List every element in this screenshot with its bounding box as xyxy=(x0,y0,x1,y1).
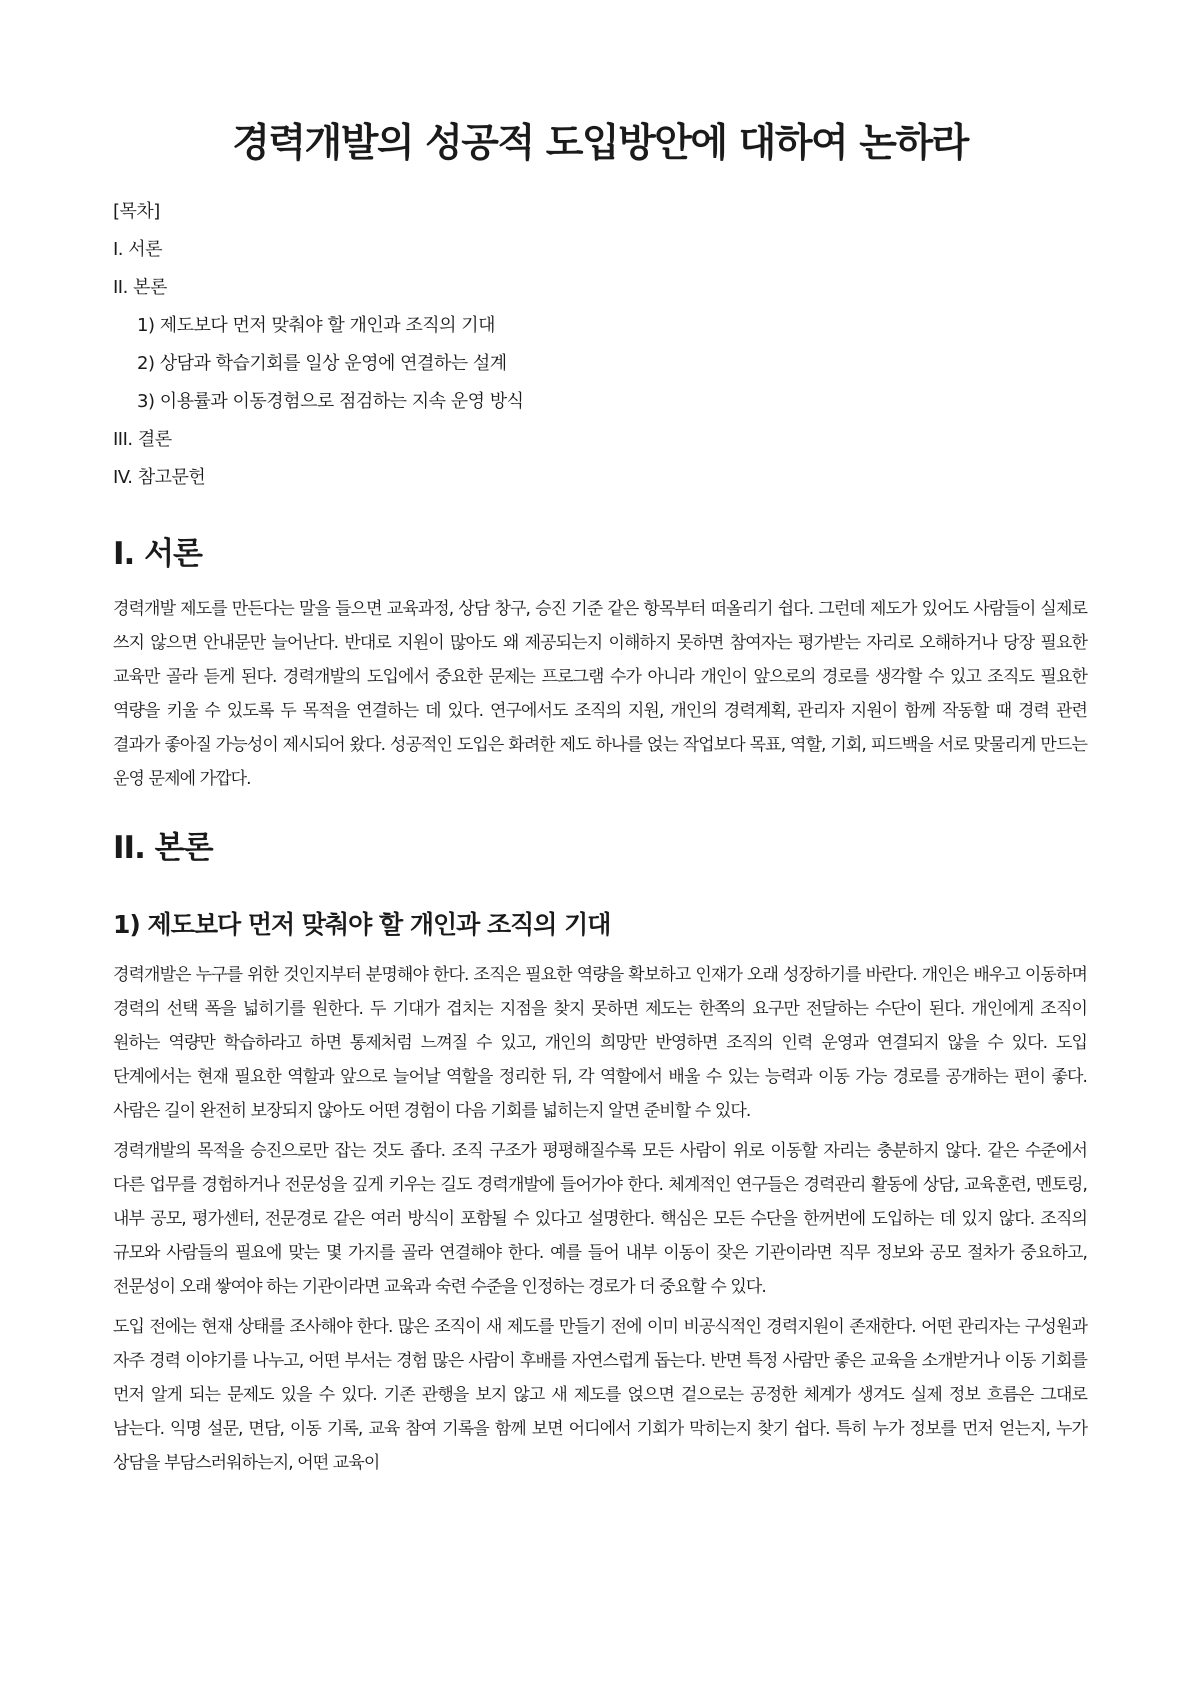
toc-subitem-3: 3) 이용률과 이동경험으로 점검하는 지속 운영 방식 xyxy=(137,391,524,412)
table-of-contents xyxy=(113,200,1087,504)
subsection-1-paragraph-1: 경력개발은 누구를 위한 것인지부터 분명해야 한다. 조직은 필요한 역량을 확보하고 인재가 오래 성장하기를 바란다. 개인은 배우고 이동하며 경력의 선택 폭을 넓히기를 원한다. 두 기대가 겹치는 지점을 찾지 못하면 제도는 한쪽의 요구만 전달하는 수단이 된다. 개인에게 조직이 원하는 역량만 학습하라고 하면 통제처럼 느껴질 수 있고, 개인의 희망만 반영하면 조직의 인력 운영과 연결되지 않을 수 있다. 도입 단계에서는 현재 필요한 역할과 앞으로 늘어날 역할을 정리한 뒤, 각 역할에서 배울 수 있는 능력과 이동 가능 경로를 공개하는 편이 좋다. 사람은 길이 완전히 보장되지 않아도 어떤 경험이 다음 기회를 넓히는지 알면 준비할 수 있다. xyxy=(113,965,1087,1121)
toc-item-references: IV. 참고문헌 xyxy=(113,467,206,488)
document-title: 경력개발의 성공적 도입방안에 대하여 논하라 xyxy=(232,121,968,166)
intro-heading: I. 서론 xyxy=(113,536,202,572)
subsection-1-paragraph-3: 도입 전에는 현재 상태를 조사해야 한다. 많은 조직이 새 제도를 만들기 전에 이미 비공식적인 경력지원이 존재한다. 어떤 관리자는 구성원과 자주 경력 이야기를 나누고, 어떤 부서는 경험 많은 사람이 후배를 자연스럽게 돕는다. 반면 특정 사람만 좋은 교육을 소개받거나 이동 기회를 먼저 알게 되는 문제도 있을 수 있다. 기존 관행을 보지 않고 새 제도를 얹으면 겉으로는 공정한 체계가 생겨도 실제 정보 흐름은 그대로 남는다. 익명 설문, 면담, 이동 기록, 교육 참여 기록을 함께 보면 어디에서 기회가 막히는지 찾기 쉽다. 특히 누가 정보를 먼저 얻는지, 누가 상담을 부담스러워하는지, 어떤 교육이 xyxy=(113,1317,1087,1473)
subsection-1-heading: 1) 제도보다 먼저 맞춰야 할 개인과 조직의 기대 xyxy=(113,910,611,939)
subsection-1-paragraph-2: 경력개발의 목적을 승진으로만 잡는 것도 좁다. 조직 구조가 평평해질수록 모든 사람이 위로 이동할 자리는 충분하지 않다. 같은 수준에서 다른 업무를 경험하거나 전문성을 깊게 키우는 길도 경력개발에 들어가야 한다. 체계적인 연구들은 경력관리 활동에 상담, 교육훈련, 멘토링, 내부 공모, 평가센터, 전문경로 같은 여러 방식이 포함될 수 있다고 설명한다. 핵심은 모든 수단을 한꺼번에 도입하는 데 있지 않다. 조직의 규모와 사람들의 필요에 맞는 몇 가지를 골라 연결해야 한다. 예를 들어 내부 이동이 잦은 기관이라면 직무 정보와 공모 절차가 중요하고, 전문성이 오래 쌓여야 하는 기관이라면 교육과 숙련 수준을 인정하는 경로가 더 중요할 수 있다. xyxy=(113,1141,1087,1297)
toc-heading: [목차] xyxy=(113,201,160,222)
body-section xyxy=(113,828,1087,1480)
intro-paragraph: 경력개발 제도를 만든다는 말을 들으면 교육과정, 상담 창구, 승진 기준 같은 항목부터 떠올리기 쉽다. 그런데 제도가 있어도 사람들이 실제로 쓰지 않으면 안내문만 늘어난다. 반대로 지원이 많아도 왜 제공되는지 이해하지 못하면 참여자는 평가받는 자리로 오해하거나 당장 필요한 교육만 골라 듣게 된다. 경력개발의 도입에서 중요한 문제는 프로그램 수가 아니라 개인이 앞으로의 경로를 생각할 수 있고 조직도 필요한 역량을 키울 수 있도록 두 목적을 연결하는 데 있다. 연구에서도 조직의 지원, 개인의 경력계획, 관리자 지원이 함께 작동할 때 경력 관련 결과가 좋아질 가능성이 제시되어 왔다. 성공적인 도입은 화려한 제도 하나를 얹는 작업보다 목표, 역할, 기회, 피드백을 서로 맞물리게 만드는 운영 문제에 가깝다. xyxy=(113,599,1087,789)
intro-section xyxy=(113,534,1087,796)
toc-subitem-1: 1) 제도보다 먼저 맞춰야 할 개인과 조직의 기대 xyxy=(137,315,496,336)
toc-item-intro: I. 서론 xyxy=(113,239,163,260)
toc-item-conclusion: III. 결론 xyxy=(113,429,172,450)
body-heading: II. 본론 xyxy=(113,830,213,866)
toc-item-body: II. 본론 xyxy=(113,277,167,298)
toc-subitem-2: 2) 상담과 학습기회를 일상 운영에 연결하는 설계 xyxy=(137,353,507,374)
